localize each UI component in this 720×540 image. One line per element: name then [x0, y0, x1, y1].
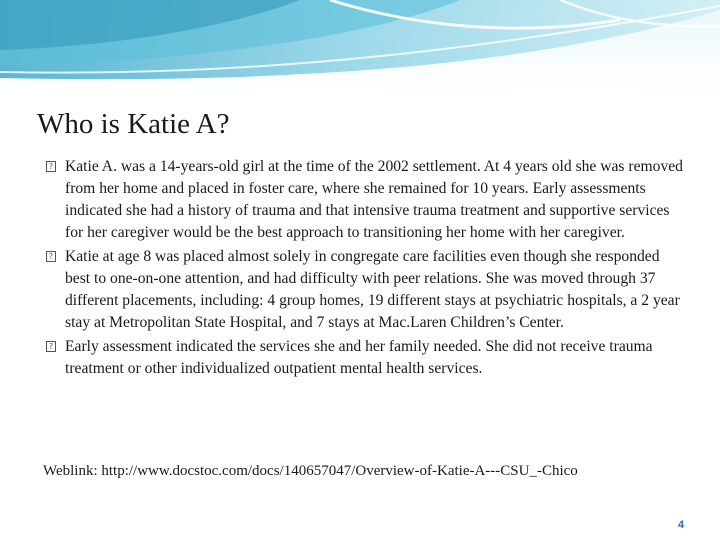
bullet-text: Katie A. was a 14-years-old girl at the time of the 2002 settlement. At 4 years old she was removed from her home and placed in foster care, where she remained for 10 years. Early assessments indicated she had a history of trauma and that intensive trauma treatment and supportive services for her caregiver would be the best approach to transitioning her home with her caregiver. — [65, 158, 683, 241]
weblink-text: Weblink: http://www.docstoc.com/docs/140657047/Overview-of-Katie-A---CSU_-Chico — [43, 463, 578, 479]
bullet-item — [46, 156, 686, 244]
bullet-box-icon: ? — [46, 341, 56, 352]
bullet-text: Early assessment indicated the services she and her family needed. She did not receive trauma treatment or other individualized outpatient mental health services. — [65, 338, 653, 377]
bullet-item — [46, 246, 686, 334]
slide-title: Who is Katie A? — [37, 108, 230, 140]
bullet-box-icon: ? — [46, 161, 56, 172]
bullet-list — [46, 156, 686, 382]
bullet-box-icon: ? — [46, 251, 56, 262]
header-wave-decoration — [0, 0, 720, 90]
bullet-item — [46, 336, 686, 380]
bullet-text: Katie at age 8 was placed almost solely in congregate care facilities even though she responded best to one-on-one attention, and had difficulty with peer relations. She was moved through 37 different placements, including: 4 group homes, 19 different stays at psychiatric hospitals, a 2 year stay at Metropolitan State Hospital, and 7 stays at Mac.Laren Children’s Center. — [65, 248, 680, 331]
page-number: 4 — [678, 519, 685, 531]
